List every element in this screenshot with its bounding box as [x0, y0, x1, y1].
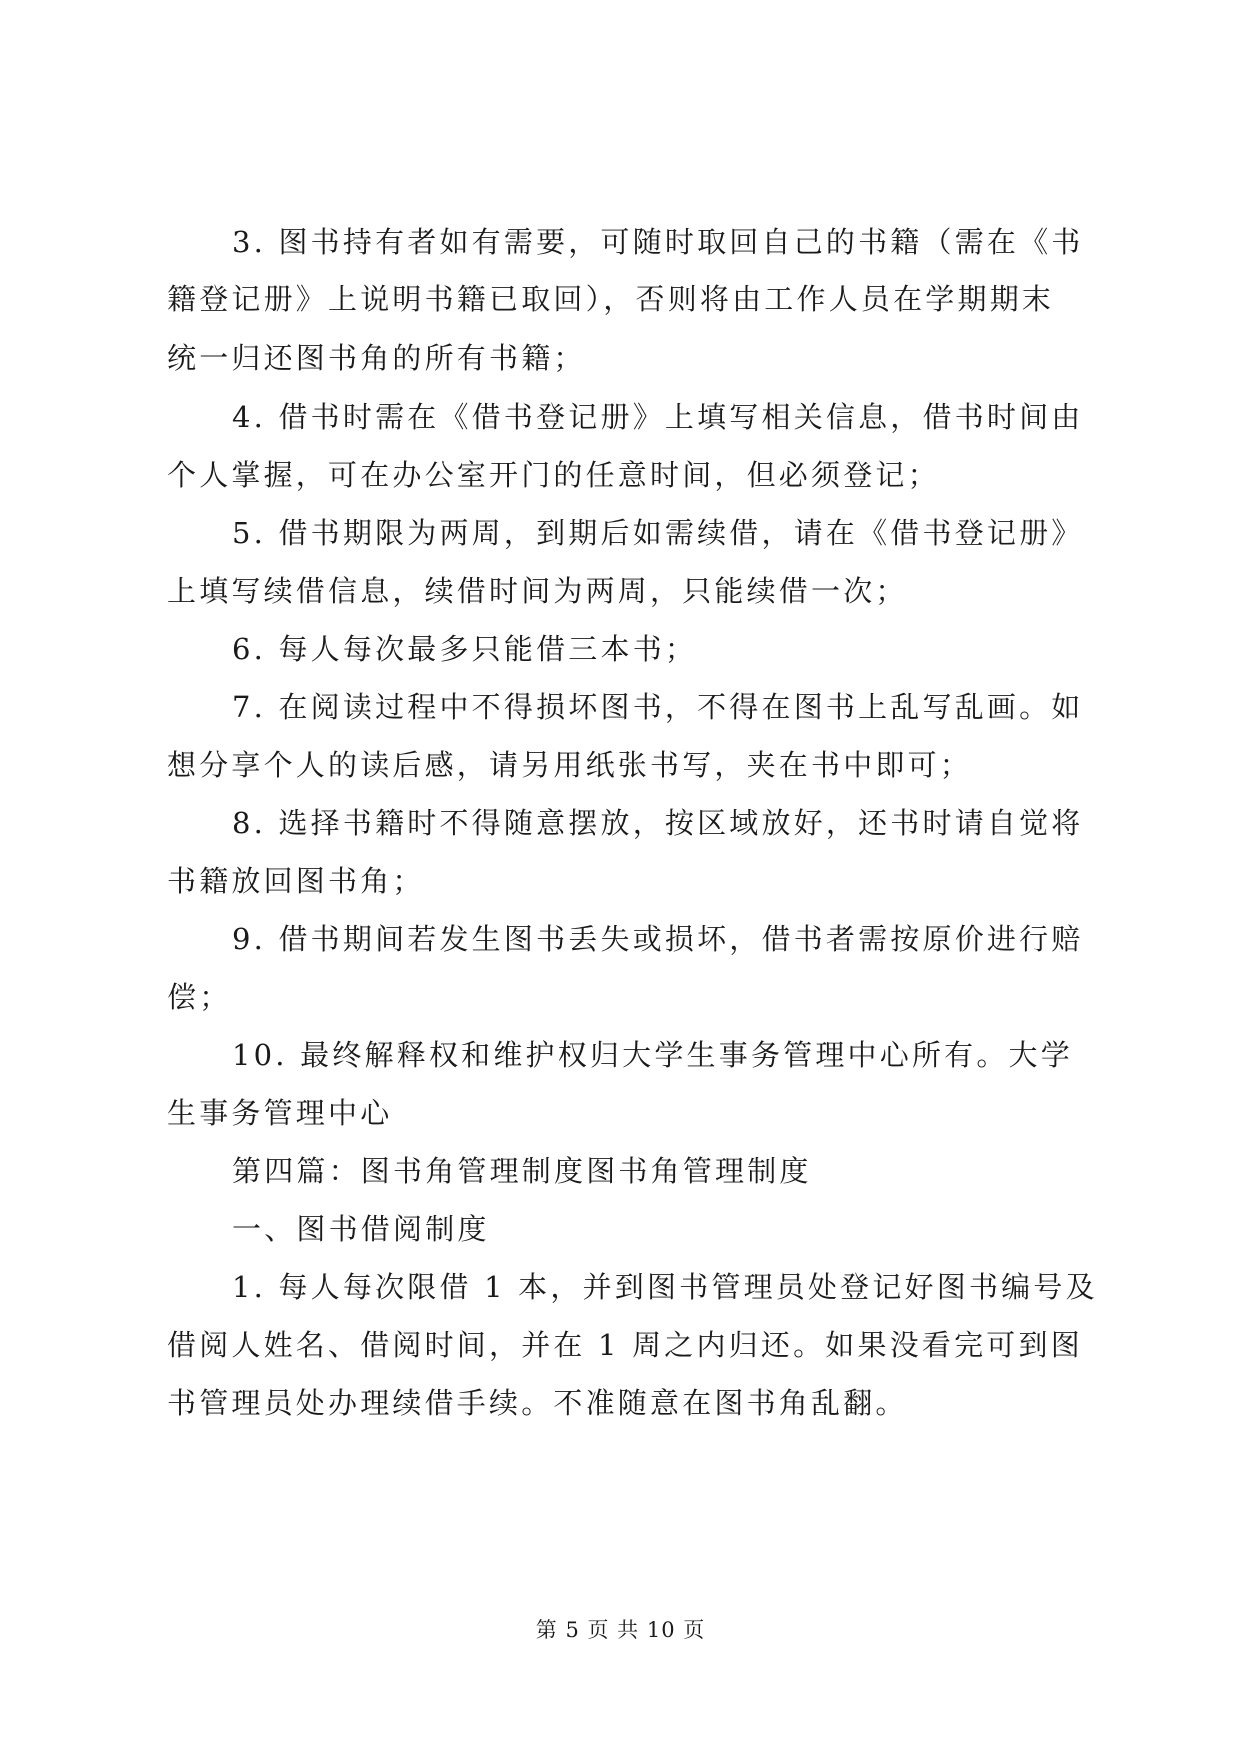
- paragraph-10-line-2: 生事务管理中心: [167, 1096, 393, 1130]
- paragraph-10-line-1: 10. 最终解释权和维护权归大学生事务管理中心所有。大学: [232, 1038, 1073, 1072]
- rule-1-line-1: 1. 每人每次限借 1 本，并到图书管理员处登记好图书编号及: [232, 1270, 1098, 1304]
- rule-1-line-2: 借阅人姓名、借阅时间，并在 1 周之内归还。如果没看完可到图: [167, 1328, 1083, 1362]
- paragraph-9-line-2: 偿；: [167, 980, 232, 1014]
- paragraph-9-line-1: 9. 借书期间若发生图书丢失或损坏，借书者需按原价进行赔: [232, 922, 1084, 956]
- page-number-footer: 第 5 页 共 10 页: [535, 1618, 706, 1642]
- paragraph-8-line-1: 8. 选择书籍时不得随意摆放，按区域放好，还书时请自觉将: [232, 806, 1084, 840]
- paragraph-4-line-2: 个人掌握，可在办公室开门的任意时间，但必须登记；: [167, 458, 940, 492]
- section-heading: 第四篇：图书角管理制度图书角管理制度: [232, 1154, 812, 1188]
- rule-1-line-3: 书管理员处办理续借手续。不准随意在图书角乱翻。: [167, 1386, 908, 1420]
- paragraph-7-line-2: 想分享个人的读后感，请另用纸张书写，夹在书中即可；: [167, 748, 973, 782]
- subsection-heading: 一、图书借阅制度: [232, 1212, 490, 1246]
- paragraph-3-line-3: 统一归还图书角的所有书籍；: [167, 341, 586, 375]
- paragraph-3-line-2: 籍登记册》上说明书籍已取回），否则将由工作人员在学期期末: [167, 282, 1055, 316]
- paragraph-3-line-1: 3. 图书持有者如有需要，可随时取回自己的书籍（需在《书: [232, 225, 1084, 259]
- paragraph-7-line-1: 7. 在阅读过程中不得损坏图书，不得在图书上乱写乱画。如: [232, 690, 1084, 724]
- paragraph-6-line-1: 6. 每人每次最多只能借三本书；: [232, 632, 698, 666]
- paragraph-5-line-1: 5. 借书期限为两周，到期后如需续借，请在《借书登记册》: [232, 516, 1084, 550]
- paragraph-8-line-2: 书籍放回图书角；: [167, 864, 425, 898]
- paragraph-4-line-1: 4. 借书时需在《借书登记册》上填写相关信息，借书时间由: [232, 400, 1084, 434]
- paragraph-5-line-2: 上填写续借信息，续借时间为两周，只能续借一次；: [167, 574, 908, 608]
